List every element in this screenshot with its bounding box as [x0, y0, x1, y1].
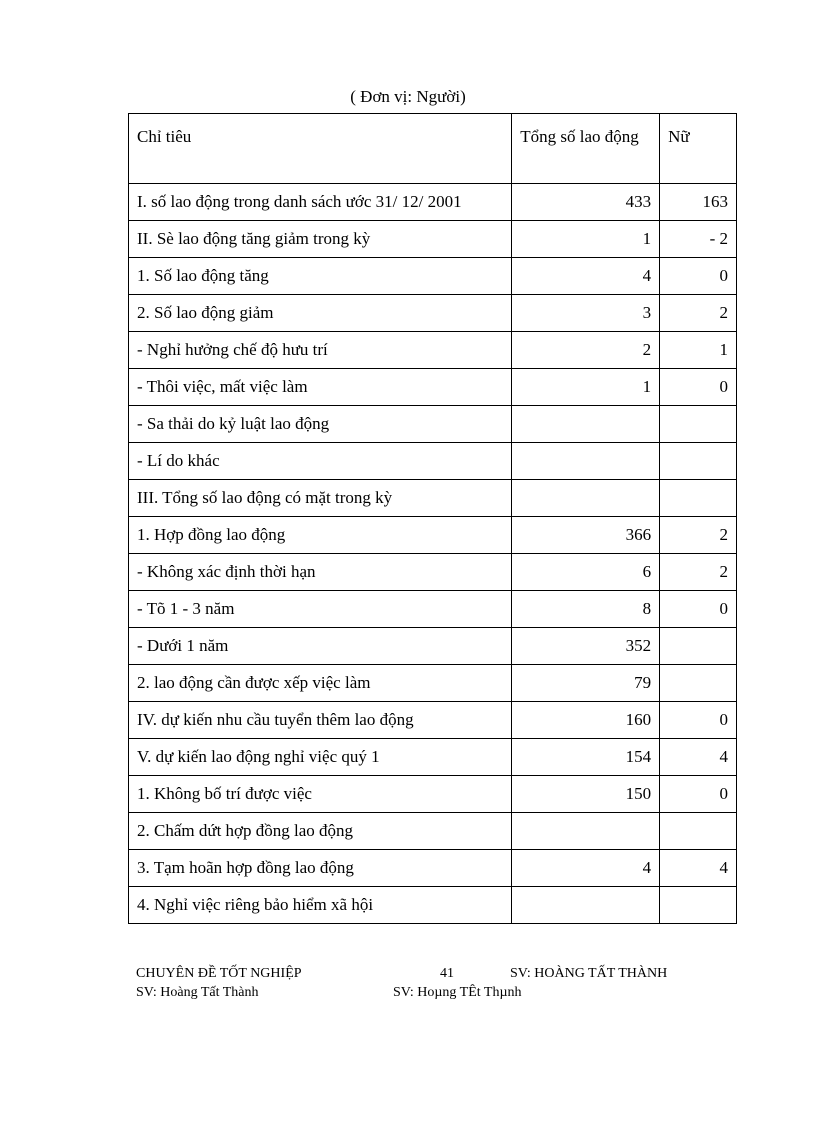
row-total-cell: 1	[512, 369, 660, 406]
row-total-cell: 6	[512, 554, 660, 591]
row-label-cell: 2. lao động cần được xếp việc làm	[129, 665, 512, 702]
unit-label: ( Đơn vị: Người)	[350, 87, 466, 106]
row-total-cell: 79	[512, 665, 660, 702]
row-total-cell: 4	[512, 850, 660, 887]
table-row	[129, 295, 737, 332]
row-total-cell	[512, 813, 660, 850]
row-female-cell: 0	[660, 591, 737, 628]
row-female-cell: 4	[660, 850, 737, 887]
row-total-cell: 433	[512, 184, 660, 221]
row-label-cell: - Thôi việc, mất việc làm	[129, 369, 512, 406]
row-female-cell	[660, 480, 737, 517]
row-total-cell	[512, 480, 660, 517]
table-row	[129, 776, 737, 813]
footer-topic: CHUYÊN ĐỀ TỐT NGHIỆP	[136, 966, 302, 981]
row-label-cell: III. Tổng số lao động có mặt trong kỳ	[129, 480, 512, 517]
row-label-cell: I. số lao động trong danh sách ước 31/ 12/ 2001	[129, 184, 512, 221]
row-label-cell: 4. Nghỉ việc riêng bảo hiểm xã hội	[129, 887, 512, 924]
row-female-cell	[660, 628, 737, 665]
table-row	[129, 665, 737, 702]
row-total-cell: 154	[512, 739, 660, 776]
row-total-cell: 1	[512, 221, 660, 258]
table-row	[129, 443, 737, 480]
row-total-cell: 2	[512, 332, 660, 369]
table-row	[129, 406, 737, 443]
row-label-cell: - Sa thải do kỷ luật lao động	[129, 406, 512, 443]
row-total-cell	[512, 443, 660, 480]
table-row	[129, 850, 737, 887]
footer-student-garbled: SV: Hoµng TÊt Thµnh	[393, 985, 522, 1000]
table-row	[129, 480, 737, 517]
row-total-cell: 150	[512, 776, 660, 813]
row-female-cell	[660, 406, 737, 443]
row-female-cell	[660, 665, 737, 702]
row-female-cell: 0	[660, 776, 737, 813]
footer-student-upper: SV: HOÀNG TẤT THÀNH	[510, 966, 668, 981]
table-row	[129, 221, 737, 258]
row-female-cell	[660, 443, 737, 480]
table-row	[129, 813, 737, 850]
row-label-cell: 3. Tạm hoãn hợp đồng lao động	[129, 850, 512, 887]
footer-student-left: SV: Hoàng Tất Thành	[136, 985, 259, 1000]
row-label-cell: IV. dự kiến nhu cầu tuyển thêm lao động	[129, 702, 512, 739]
row-female-cell: 2	[660, 554, 737, 591]
row-total-cell: 366	[512, 517, 660, 554]
row-female-cell: 2	[660, 517, 737, 554]
table-row	[129, 554, 737, 591]
table-row	[129, 591, 737, 628]
row-label-cell: 1. Không bố trí được việc	[129, 776, 512, 813]
row-label-cell: - Tõ 1 - 3 năm	[129, 591, 512, 628]
row-female-cell	[660, 887, 737, 924]
row-female-cell: 0	[660, 369, 737, 406]
row-label-cell: - Lí do khác	[129, 443, 512, 480]
header-total-labor: Tổng số lao động	[512, 114, 660, 184]
header-female: Nữ	[660, 114, 737, 184]
table-header-row	[129, 114, 737, 184]
table-row	[129, 369, 737, 406]
row-label-cell: 1. Số lao động tăng	[129, 258, 512, 295]
row-label-cell: V. dự kiến lao động nghỉ việc quý 1	[129, 739, 512, 776]
table-row	[129, 887, 737, 924]
row-total-cell: 352	[512, 628, 660, 665]
row-female-cell	[660, 813, 737, 850]
row-total-cell: 4	[512, 258, 660, 295]
table-row	[129, 184, 737, 221]
row-total-cell: 160	[512, 702, 660, 739]
row-label-cell: - Dưới 1 năm	[129, 628, 512, 665]
row-female-cell: 1	[660, 332, 737, 369]
row-total-cell	[512, 887, 660, 924]
row-female-cell: 0	[660, 702, 737, 739]
row-total-cell: 8	[512, 591, 660, 628]
row-label-cell: 2. Chấm dứt hợp đồng lao động	[129, 813, 512, 850]
footer-page-number: 41	[440, 966, 454, 981]
table-row	[129, 628, 737, 665]
table-row	[129, 332, 737, 369]
row-label-cell: II. Sè lao động tăng giảm trong kỳ	[129, 221, 512, 258]
row-female-cell: 4	[660, 739, 737, 776]
row-female-cell: - 2	[660, 221, 737, 258]
row-label-cell: 1. Hợp đồng lao động	[129, 517, 512, 554]
labor-statistics-table	[128, 113, 737, 924]
row-total-cell: 3	[512, 295, 660, 332]
table-row	[129, 739, 737, 776]
table-row	[129, 702, 737, 739]
row-label-cell: - Nghỉ hưởng chế độ hưu trí	[129, 332, 512, 369]
row-label-cell: - Không xác định thời hạn	[129, 554, 512, 591]
row-label-cell: 2. Số lao động giảm	[129, 295, 512, 332]
table-row	[129, 517, 737, 554]
row-total-cell	[512, 406, 660, 443]
table-row	[129, 258, 737, 295]
row-female-cell: 2	[660, 295, 737, 332]
row-female-cell: 0	[660, 258, 737, 295]
row-female-cell: 163	[660, 184, 737, 221]
header-indicator: Chỉ tiêu	[129, 114, 512, 184]
